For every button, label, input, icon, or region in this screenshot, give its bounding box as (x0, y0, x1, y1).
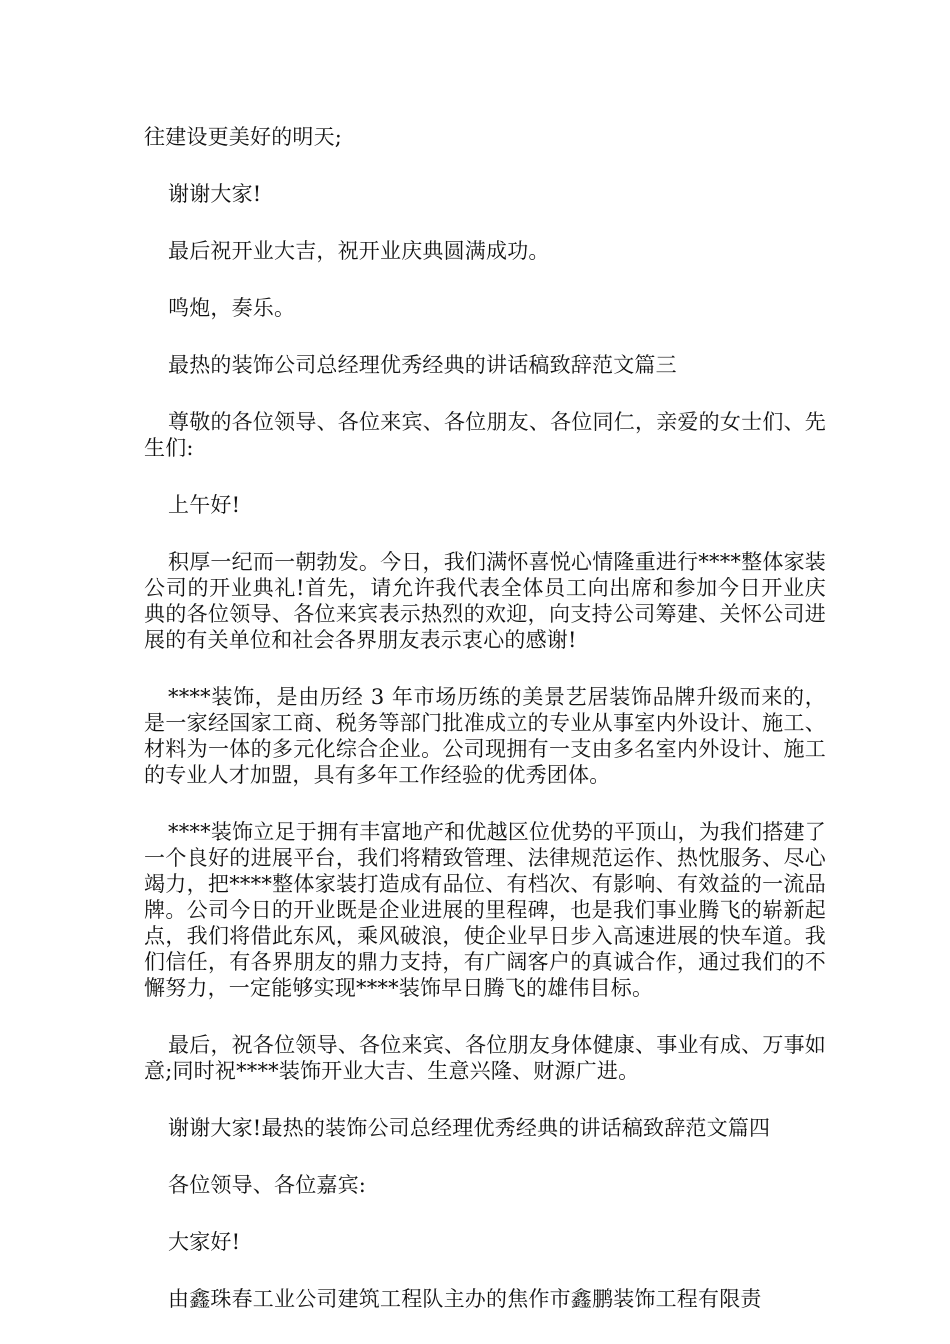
paragraph-firecrackers: 鸣炮，奏乐。 (168, 296, 296, 320)
paragraph-final-wishes: 最后，祝各位领导、各位来宾、各位朋友身体健康、事业有成、万事如意;同时祝****装饰开业大吉、生意兴隆、财源广进。 (144, 1033, 826, 1083)
paragraph-salutation-two: 各位领导、各位嘉宾: (168, 1173, 367, 1197)
paragraph-salutation: 尊敬的各位领导、各位来宾、各位朋友、各位同仁，亲爱的女士们、先生们: (144, 410, 826, 460)
paragraph-company-intro: ****装饰，是由历经 3 年市场历练的美景艺居装饰品牌升级而来的，是一家经国家工商、税务等部门批准成立的专业从事室内外设计、施工、材料为一体的多元化综合企业。公司现拥有一支由多名室内外设计、施工的专业人才加盟，具有多年工作经验的优秀团体。 (144, 685, 826, 787)
paragraph-closing-wish: 最后祝开业大吉，祝开业庆典圆满成功。 (168, 239, 550, 263)
paragraph-thanks: 谢谢大家! (168, 182, 262, 206)
paragraph-organizer-intro: 由鑫珠春工业公司建筑工程队主办的焦作市鑫鹏装饰工程有限责 (168, 1287, 762, 1311)
paragraph-greeting-two: 大家好! (168, 1230, 241, 1254)
paragraph-opening: 积厚一纪而一朝勃发。今日，我们满怀喜悦心情隆重进行****整体家装公司的开业典礼!首先，请允许我代表全体员工向出席和参加今日开业庆典的各位领导、各位来宾表示热烈的欢迎，向支持公司筹建、关怀公司进展的有关单位和社会各界朋友表示衷心的感谢! (144, 550, 826, 652)
paragraph-continuation: 往建设更美好的明天; (144, 125, 343, 149)
section-heading-part-three: 最热的装饰公司总经理优秀经典的讲话稿致辞范文篇三 (168, 353, 677, 377)
paragraph-company-vision: ****装饰立足于拥有丰富地产和优越区位优势的平顶山，为我们搭建了一个良好的进展平台，我们将精致管理、法律规范运作、热忱服务、尽心竭力，把****整体家装打造成有品位、有档次、有影响、有效益的一流品牌。公司今日的开业既是企业进展的里程碑，也是我们事业腾飞的崭新起点，我们将借此东风，乘风破浪，使企业早日步入高速进展的快车道。我们信任，有各界朋友的鼎力支持，有广阔客户的真诚合作，通过我们的不懈努力，一定能够实现****装饰早日腾飞的雄伟目标。 (144, 820, 826, 1000)
document-body (144, 124, 826, 1343)
paragraph-greeting: 上午好! (168, 493, 241, 517)
section-heading-part-four: 谢谢大家!最热的装饰公司总经理优秀经典的讲话稿致辞范文篇四 (168, 1116, 771, 1140)
